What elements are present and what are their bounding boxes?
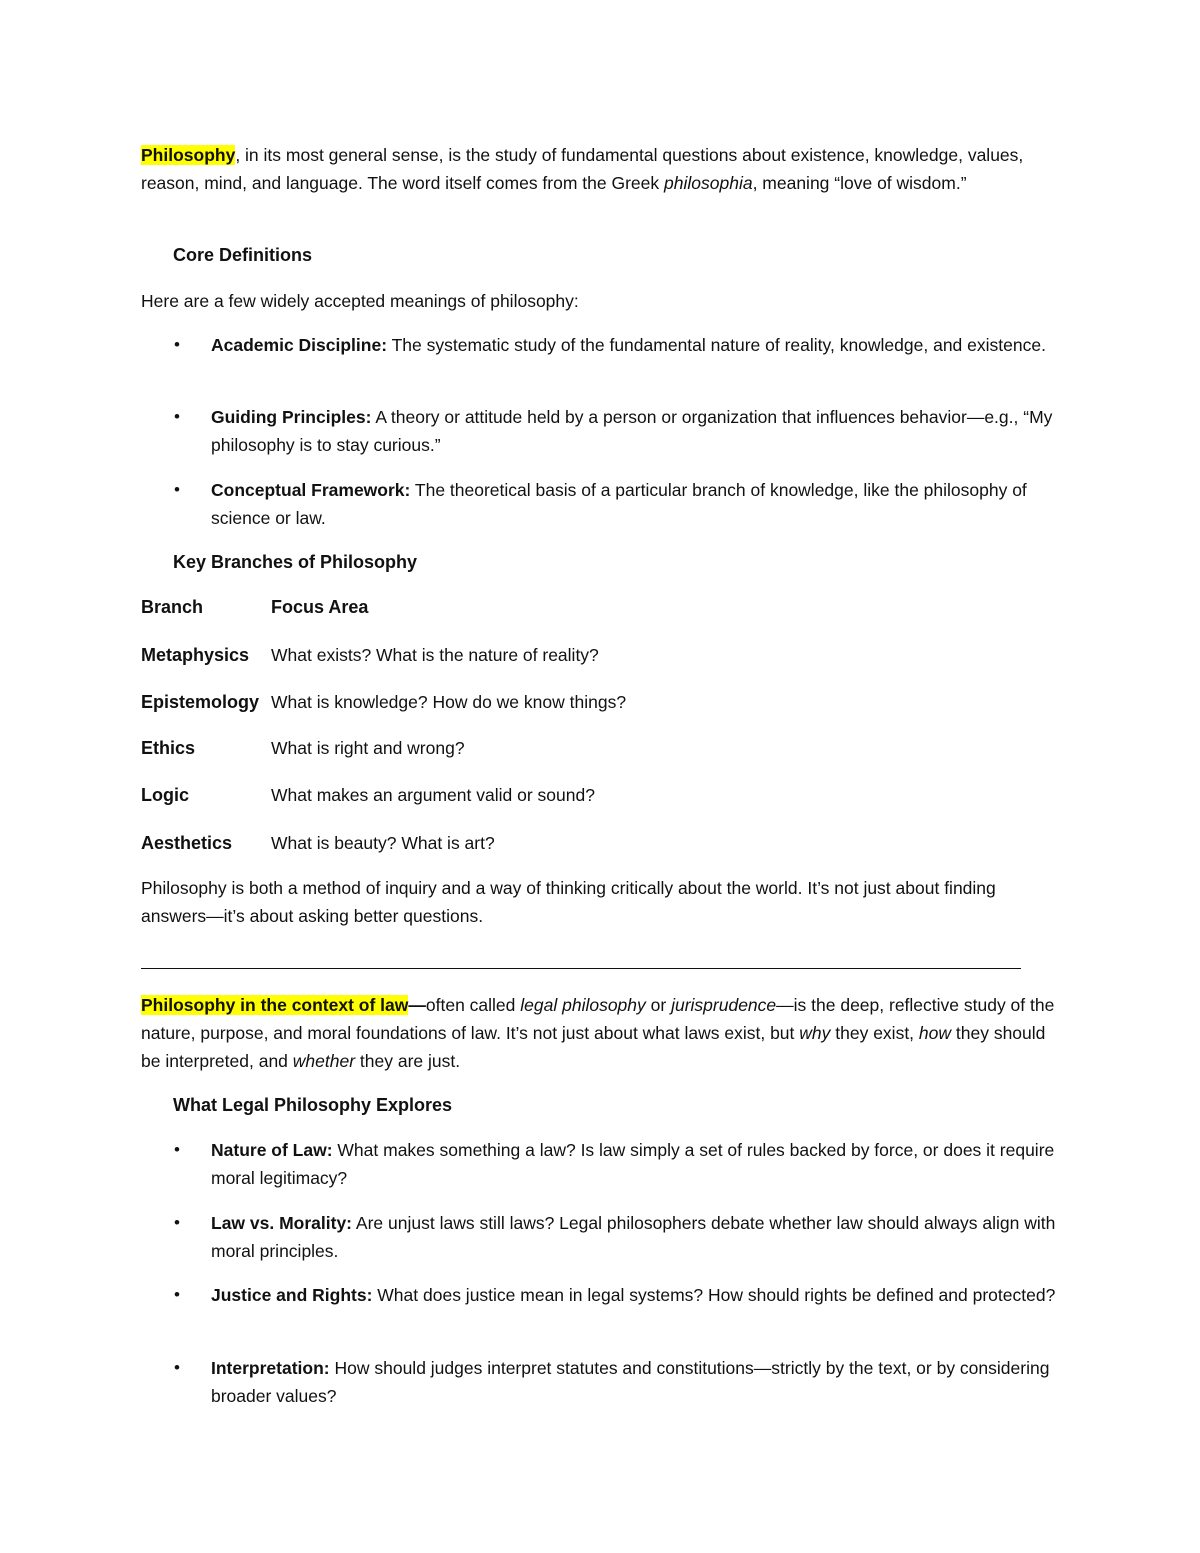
bullet-icon: • xyxy=(174,1213,180,1232)
core-definitions-heading: Core Definitions xyxy=(173,245,313,265)
law-intro-paragraph: Philosophy in the context of law—often called legal philosophy or jurisprudence—is the deep, reflective study of the nature, purpose, and moral foundations of law. It’s not just about what laws exist, but why they exist, how they should be interpreted, and whether they are just. xyxy=(141,995,1055,1071)
list-item: Guiding Principles: A theory or attitude held by a person or organization that influences behavior—e.g., “My philosophy is to stay curious.” xyxy=(211,407,1053,455)
core-lead-text: Here are a few widely accepted meanings of philosophy: xyxy=(141,291,579,311)
list-item: Interpretation: How should judges interpret statutes and constitutions—strictly by the text, or by considering broader values? xyxy=(211,1358,1050,1406)
list-item: Justice and Rights: What does justice mean in legal systems? How should rights be defined and protected? xyxy=(211,1285,1056,1305)
bullet-icon: • xyxy=(174,1358,180,1377)
bullet-icon: • xyxy=(174,1140,180,1159)
table-row: Epistemology What is knowledge? How do we know things? xyxy=(141,692,627,712)
list-item: Academic Discipline: The systematic study of the fundamental nature of reality, knowledge, and existence. xyxy=(211,335,1046,355)
list-item: Nature of Law: What makes something a law? Is law simply a set of rules backed by force, or does it require moral legitimacy? xyxy=(211,1140,1055,1188)
bullet-icon: • xyxy=(174,335,180,354)
list-item: Law vs. Morality: Are unjust laws still laws? Legal philosophers debate whether law should always align with moral principles. xyxy=(211,1213,1056,1261)
legal-philosophy-heading: What Legal Philosophy Explores xyxy=(173,1095,453,1115)
table-row: Metaphysics What exists? What is the nature of reality? xyxy=(141,645,599,665)
table-header-row xyxy=(141,593,1061,621)
table-header-cell: Focus Area xyxy=(271,597,369,617)
highlighted-term: Philosophy in the context of law xyxy=(141,995,409,1015)
summary-paragraph: Philosophy is both a method of inquiry and a way of thinking critically about the world. It’s not just about finding answers—it’s about asking better questions. xyxy=(141,878,996,926)
table-row: Logic What makes an argument valid or sound? xyxy=(141,785,595,805)
highlighted-term: Philosophy xyxy=(141,145,236,165)
list-item: Conceptual Framework: The theoretical basis of a particular branch of knowledge, like the philosophy of science or law. xyxy=(211,480,1027,528)
table-row: Aesthetics What is beauty? What is art? xyxy=(141,833,495,853)
bullet-icon: • xyxy=(174,1285,180,1304)
bullet-icon: • xyxy=(174,407,180,426)
section-divider xyxy=(141,968,1021,969)
table-header-cell: Branch xyxy=(141,597,204,617)
table-row: Ethics What is right and wrong? xyxy=(141,738,465,758)
bullet-icon: • xyxy=(174,480,180,499)
key-branches-heading: Key Branches of Philosophy xyxy=(173,552,418,572)
intro-paragraph: Philosophy, in its most general sense, is the study of fundamental questions about existence, knowledge, values, reason, mind, and language. The word itself comes from the Greek philosophia, meaning “love of wisdom.” xyxy=(141,145,1024,193)
